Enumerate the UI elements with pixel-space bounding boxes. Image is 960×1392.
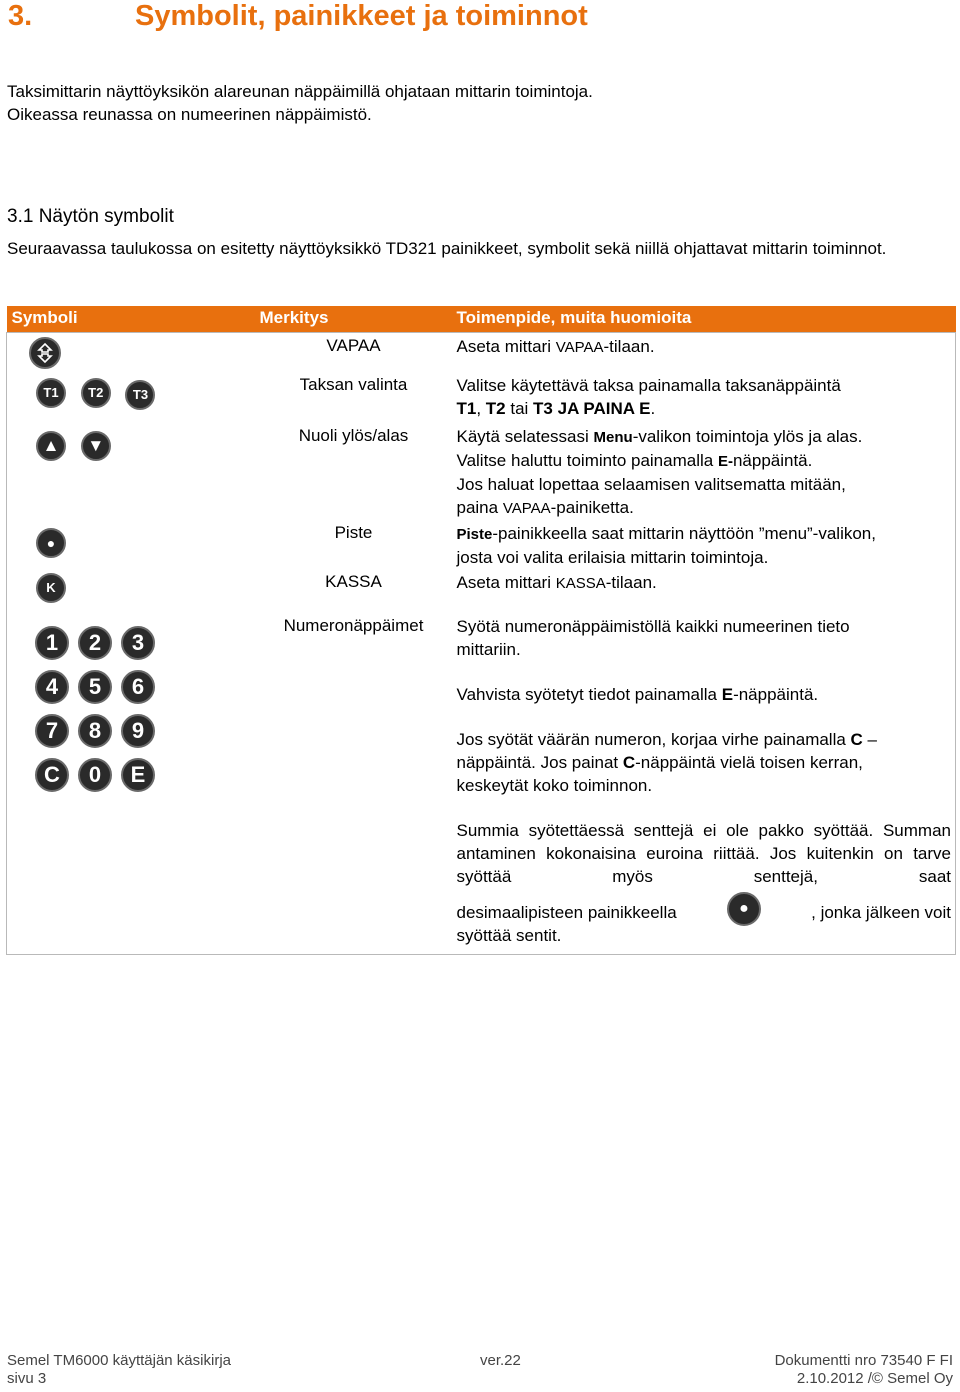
table-row-kassa — [7, 569, 956, 613]
footer — [7, 1352, 953, 1392]
action-taksa-or: tai — [505, 398, 534, 418]
action-kassa-text: Aseta mittari — [456, 572, 556, 592]
intro-line-1: Taksimittarin näyttöyksikön alareunan näppäimillä ohjataan mittarin toimintoja. — [7, 82, 593, 101]
action-num-p4: Summia syötettäessä senttejä ei ole pakko syöttää. Summan antaminen kokonaisina euroina riittää. Jos kuitenkin on tarve syöttää myös senttejä, saat — [456, 820, 951, 886]
action-nuoli-l2a: Valitse haluttu toiminto painamalla — [456, 450, 718, 470]
intro-paragraph — [7, 80, 952, 126]
action-nuoli-l4a: paina — [456, 497, 503, 517]
k-key-icon: K — [36, 573, 66, 603]
action-num-c1: C — [850, 729, 863, 749]
action-kassa-keyword: KASSA — [555, 574, 606, 592]
key-e-icon: E — [121, 758, 155, 792]
key-7-icon: 7 — [35, 714, 69, 748]
symbols-table — [6, 306, 956, 955]
action-nuoli-l1a: Käytä selatessasi — [456, 426, 594, 446]
footer-date: 2.10.2012 /© Semel Oy — [796, 1370, 953, 1387]
meaning-piste: Piste — [334, 522, 373, 542]
action-num-p5a: desimaalipisteen painikkeella — [456, 902, 677, 922]
key-0-icon: 0 — [78, 758, 112, 792]
dot-key-icon: ● — [36, 528, 66, 558]
key-9-icon: 9 — [121, 714, 155, 748]
key-4-icon: 4 — [35, 670, 69, 704]
key-1-icon: 1 — [35, 626, 69, 660]
arrow-up-icon: ▲ — [36, 431, 66, 461]
vapaa-arrows-icon — [34, 342, 56, 364]
action-vapaa-suffix: -tilaan. — [603, 337, 655, 356]
action-taksa-t1: T1 — [456, 398, 477, 418]
heading-title: Symbolit, painikkeet ja toiminnot — [135, 0, 588, 32]
action-num-c2: C — [622, 752, 636, 772]
action-taksa-line-1: Valitse käytettävä taksa painamalla taksanäppäintä — [456, 375, 841, 395]
meaning-vapaa: VAPAA — [326, 336, 381, 355]
footer-doc-number: Dokumentti nro 73540 F FI — [774, 1352, 953, 1369]
action-num-p2 — [457, 683, 952, 706]
action-nuoli-l1c: -valikon toimintoja ylös ja alas. — [632, 426, 863, 446]
intro-line-2: Oikeassa reunassa on numeerinen näppäimistö. — [7, 105, 372, 124]
action-nuoli-line-2 — [457, 449, 956, 473]
meaning-taksa: Taksan valinta — [299, 374, 408, 394]
action-kassa-suffix: -tilaan. — [605, 572, 657, 592]
action-nuoli-l4c: -painiketta. — [550, 497, 634, 517]
heading-number: 3. — [8, 0, 33, 32]
action-piste-line-2: josta voi valita erilaisia mittarin toimintoja. — [456, 547, 769, 567]
action-num-p5c: syöttää sentit. — [456, 925, 562, 945]
key-c-icon: C — [35, 758, 69, 792]
action-num-p3c: –näppäintä. Jos painat — [456, 729, 878, 772]
meaning-kassa: KASSA — [325, 571, 382, 591]
action-piste-l1b: -painikkeella saat mittarin näyttöön ”menu”-valikon, — [492, 523, 876, 543]
footer-doc-title: Semel TM6000 käyttäjän käsikirja — [7, 1352, 231, 1369]
action-vapaa-keyword: VAPAA — [555, 339, 604, 356]
t1-key-icon: T1 — [36, 378, 66, 408]
action-nuoli-l2c: näppäintä. — [732, 450, 813, 470]
action-taksa-t3: T3 JA PAINA E — [533, 398, 651, 418]
action-nuoli-line-4 — [457, 496, 956, 520]
dot-key-inline-icon: ● — [727, 892, 761, 926]
subsection-title: 3.1 Näytön symbolit — [7, 206, 174, 227]
key-8-icon: 8 — [78, 714, 112, 748]
table-row-piste — [7, 520, 956, 569]
action-taksa-line-2 — [457, 397, 956, 420]
key-6-icon: 6 — [121, 670, 155, 704]
action-num-p3 — [457, 728, 897, 797]
key-2-icon: 2 — [78, 626, 112, 660]
key-5-icon: 5 — [78, 670, 112, 704]
action-num-p2c: -näppäintä. — [733, 684, 819, 704]
t3-key-icon: T3 — [125, 380, 155, 410]
action-num-p3e: -näppäintä vielä toisen kerran, keskeytät koko toiminnon. — [456, 752, 863, 795]
header-action: Toimenpide, muita huomioita — [454, 306, 956, 333]
action-num-p2a: Vahvista syötetyt tiedot painamalla — [456, 684, 722, 704]
action-taksa-t2: T2 — [485, 398, 506, 418]
action-nuoli-line-3: Jos haluat lopettaa selaamisen valitsematta mitään, — [456, 474, 846, 494]
arrow-down-icon: ▼ — [81, 431, 111, 461]
section-heading — [8, 0, 588, 33]
table-row-taksa — [7, 371, 956, 425]
header-symbol: Symboli — [7, 306, 254, 333]
action-taksa-dot: . — [650, 398, 656, 418]
action-piste-line-1 — [457, 522, 956, 546]
footer-page: sivu 3 — [7, 1370, 47, 1387]
footer-version: ver.22 — [480, 1352, 521, 1369]
action-num-e: E — [721, 684, 734, 704]
action-nuoli-e: E- — [717, 452, 733, 470]
action-nuoli-menu: Menu — [593, 428, 633, 446]
header-meaning: Merkitys — [254, 306, 454, 333]
subsection-text: Seuraavassa taulukossa on esitetty näyttöyksikkö TD321 painikkeet, symbolit sekä niillä ohjattavat mittarin toiminnot. — [7, 239, 887, 258]
action-vapaa-text: Aseta mittari — [456, 337, 556, 356]
key-3-icon: 3 — [121, 626, 155, 660]
action-num-p3a: Jos syötät väärän numeron, korjaa virhe painamalla — [456, 729, 851, 749]
action-piste-keyword: Piste — [456, 525, 493, 543]
meaning-numerot: Numeronäppäimet — [283, 615, 424, 635]
table-row-vapaa — [7, 333, 956, 371]
meaning-nuoli: Nuoli ylös/alas — [298, 425, 409, 445]
action-num-p5 — [457, 892, 952, 924]
numeric-keypad — [35, 626, 254, 792]
action-num-p1: Syötä numeronäppäimistöllä kaikki numeerinen tieto mittariin. — [456, 616, 850, 659]
table-row-numerot — [7, 613, 956, 955]
vapaa-key-icon — [29, 337, 61, 369]
action-taksa-sep: , — [476, 398, 486, 418]
table-header-row — [7, 306, 956, 333]
table-row-nuoli — [7, 425, 956, 520]
action-nuoli-vapaa: VAPAA — [502, 499, 551, 517]
t2-key-icon: T2 — [81, 378, 111, 408]
action-nuoli-line-1 — [457, 425, 956, 449]
action-num-p5b: , jonka jälkeen voit — [811, 902, 951, 922]
